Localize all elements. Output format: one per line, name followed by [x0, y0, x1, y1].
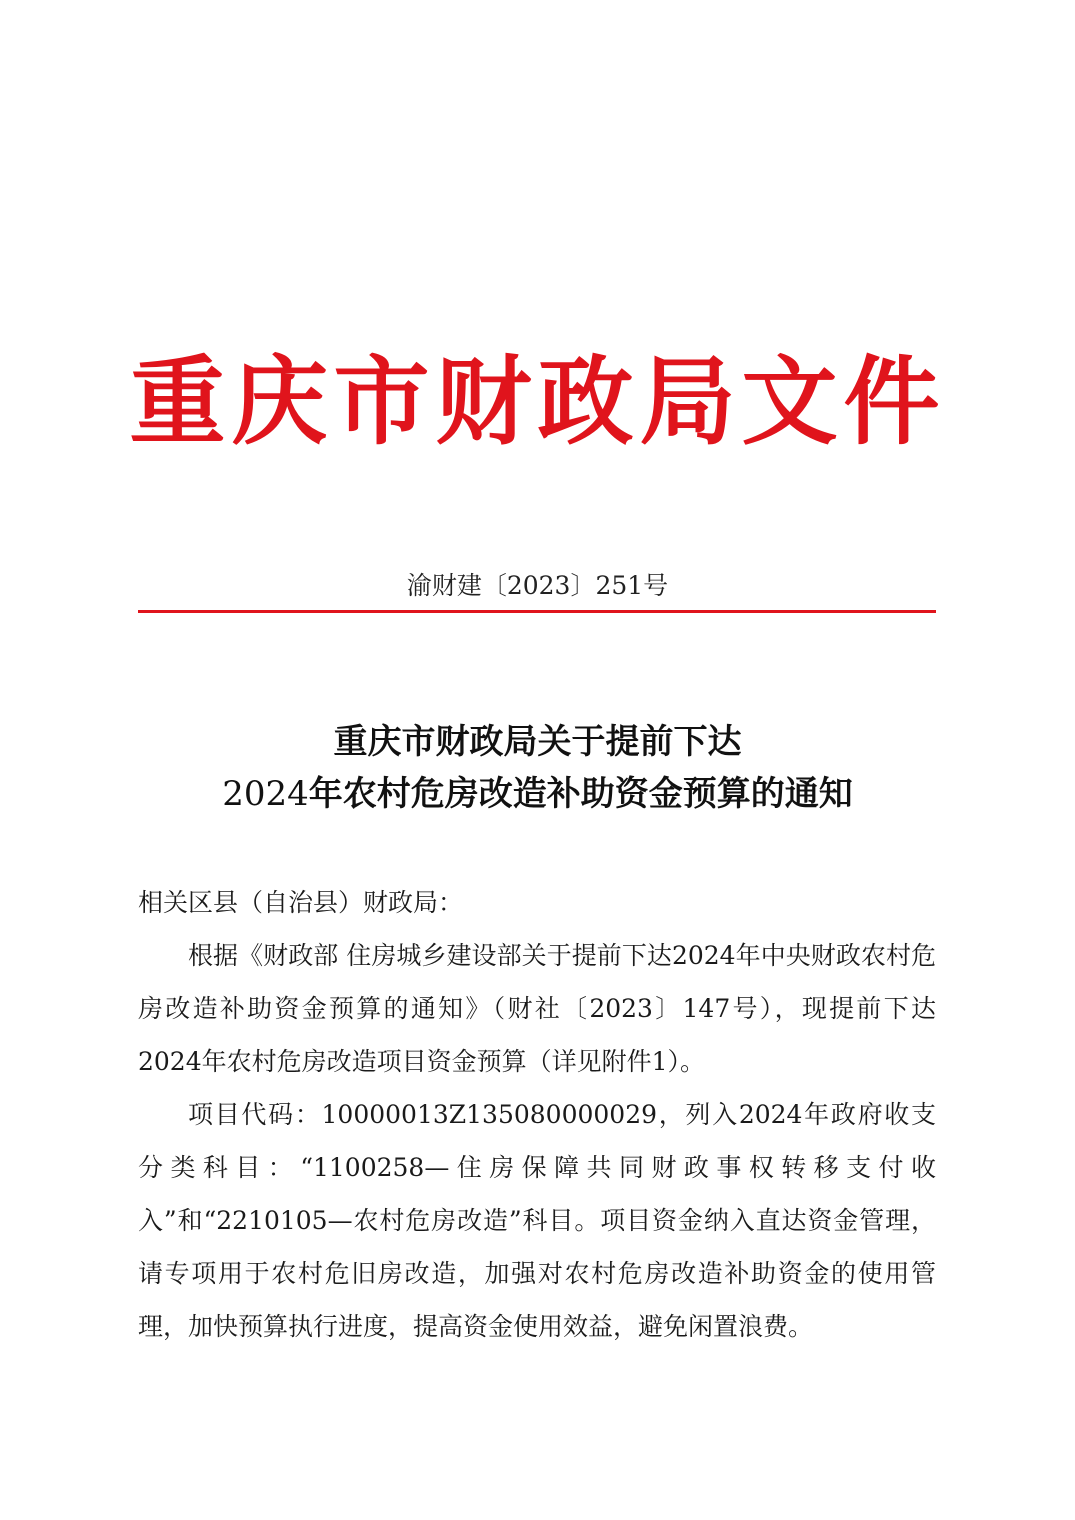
salutation: 相关区县（自治县）财政局： — [138, 888, 464, 917]
document-title — [0, 716, 1075, 820]
title-line-2 — [0, 768, 1075, 820]
document-body — [138, 876, 936, 1353]
issuer-banner: 重庆市财政局文件 — [129, 345, 946, 458]
body-paragraph-1: 根据《财政部 住房城乡建设部关于提前下达2024年中央财政农村危房改造补助资金预算的通知》（财社〔2023〕147号），现提前下达2024年农村危房改造项目资金预算（详见附件1）。 — [138, 941, 936, 1076]
document-number: 渝财建〔2023〕251号 — [406, 571, 669, 600]
title-line-1: 重庆市财政局关于提前下达 — [333, 722, 742, 762]
red-divider-line — [138, 610, 936, 613]
title-line-2-text: 年农村危房改造补助资金预算的通知 — [308, 774, 853, 814]
body-paragraph-2: 项目代码：10000013Z135080000029，列入2024年政府收支分类科目：“1100258—住房保障共同财政事权转移支付收入”和“2210105—农村危房改造”科目。项目资金纳入直达资金管理，请专项用于农村危旧房改造，加强对农村危房改造补助资金的使用管理，加快预算执行进度，提高资金使用效益，避免闲置浪费。 — [138, 1100, 936, 1341]
title-year: 2024 — [222, 774, 309, 814]
